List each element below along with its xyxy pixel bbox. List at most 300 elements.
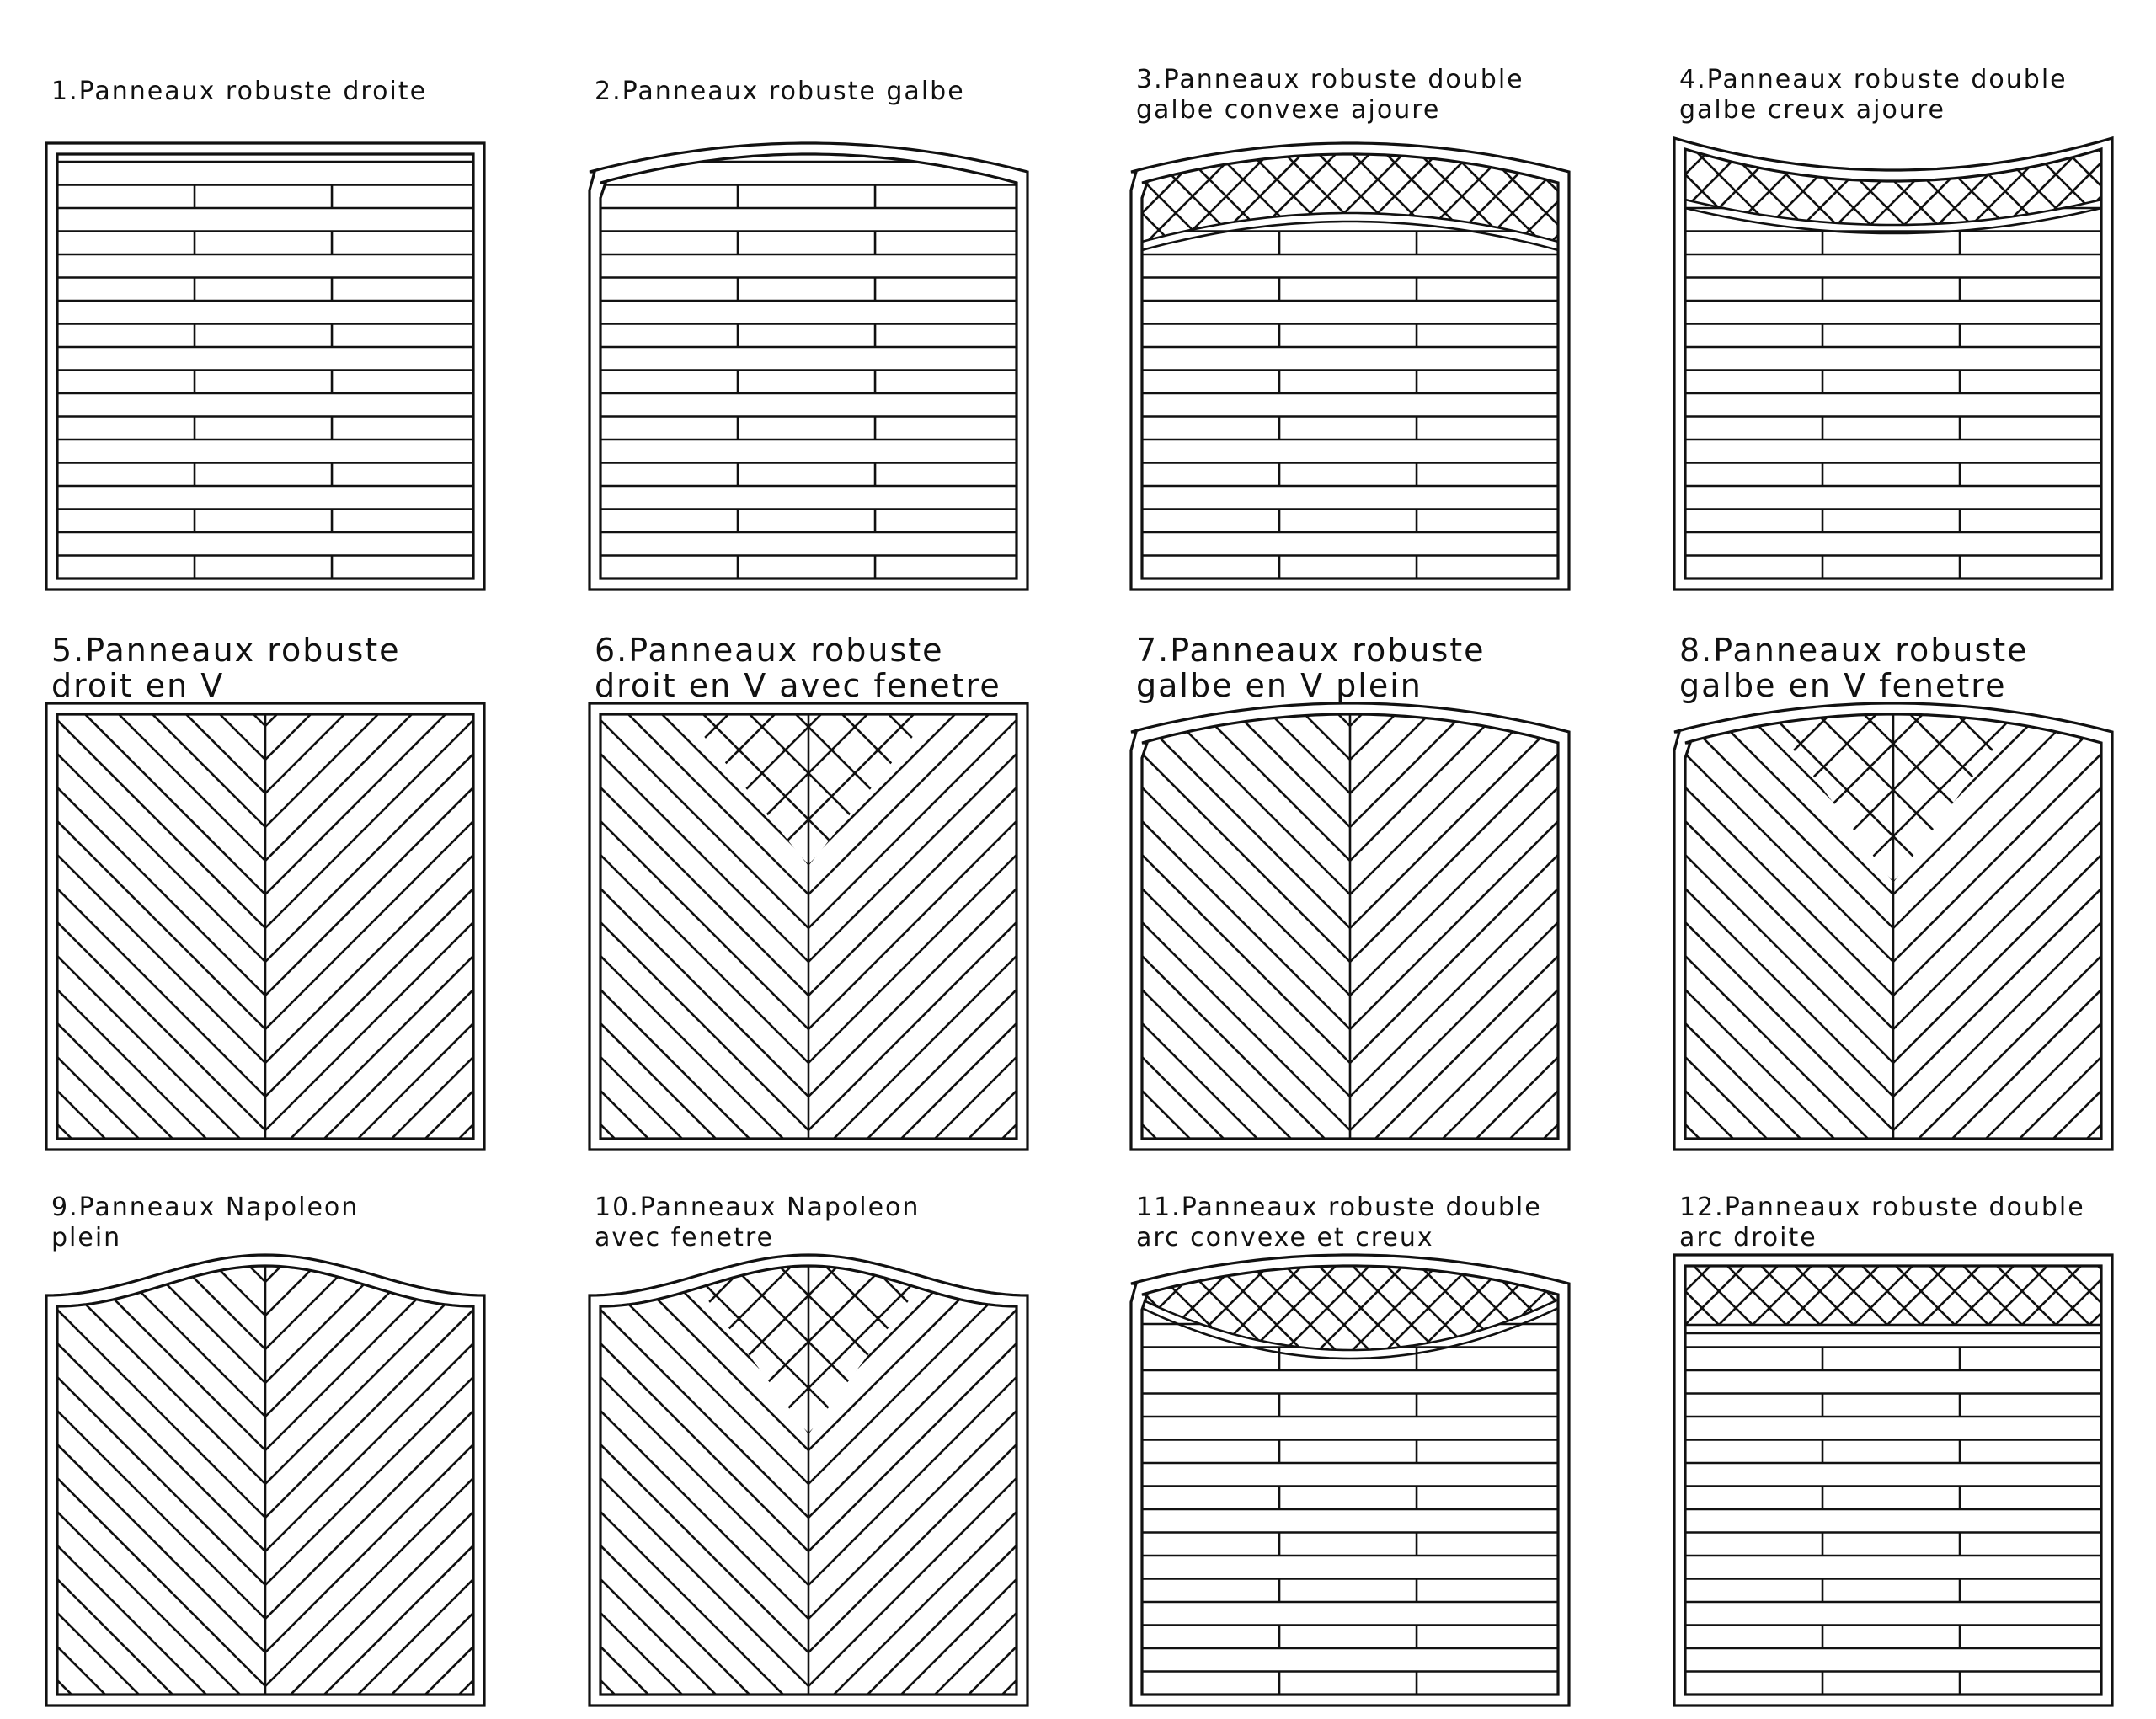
- lattice-bar: [738, 78, 957, 297]
- diagonal-board: [808, 1478, 1033, 1703]
- diagonal-board: [265, 1293, 490, 1518]
- diagonal-board: [1350, 299, 1575, 524]
- diagonal-board: [265, 518, 490, 743]
- diagonal-board: [1668, 265, 1893, 490]
- diagonal-board: [265, 434, 490, 659]
- lattice-bar: [2119, 1190, 2156, 1409]
- diagonal-board: [265, 1647, 490, 1719]
- lattice-bar: [510, 1182, 1015, 1687]
- diagonal-board: [1125, 1545, 1350, 1719]
- lattice-bar: [926, 1182, 1432, 1687]
- lattice-bar: [185, 1182, 691, 1687]
- diagonal-board: [808, 1596, 1033, 1719]
- diagonal-board: [1125, 1343, 1350, 1568]
- diagonal-board: [265, 1209, 490, 1433]
- diagonal-board: [584, 518, 808, 743]
- diagonal-board: [265, 838, 490, 1063]
- diagonal-board: [265, 1141, 490, 1366]
- diagonal-board: [40, 97, 265, 322]
- diagonal-board: [1125, 872, 1350, 1097]
- diagonal-board: [265, 501, 490, 726]
- diagonal-board: [40, 1444, 265, 1669]
- diagonal-board: [1125, 400, 1350, 625]
- lattice-bar: [185, 1182, 691, 1687]
- diagonal-board: [1350, 1545, 1575, 1719]
- diagonal-board: [265, 1461, 490, 1686]
- diagonal-board: [584, 1579, 808, 1719]
- diagonal-board: [1893, 400, 2118, 625]
- diagonal-board: [808, 922, 1033, 1147]
- diagonal-board: [265, 855, 490, 1080]
- diagonal-board: [1893, 838, 2118, 1063]
- diagonal-board: [584, 0, 808, 19]
- lattice-bar: [1965, 630, 2156, 1135]
- panel-caption: 6.Panneaux robuste: [595, 632, 944, 669]
- diagonal-board: [1893, 1512, 2118, 1719]
- lattice-bar: [787, 1182, 1293, 1687]
- diagonal-board: [265, 804, 490, 1029]
- diagonal-board: [1893, 265, 2118, 490]
- diagonal-board: [1893, 1680, 2118, 1719]
- diagonal-board: [808, 1377, 1033, 1602]
- panel-outer-frame: [590, 143, 1027, 590]
- panel-infill: [53, 139, 478, 579]
- diagonal-board: [1125, 0, 1350, 19]
- diagonal-board: [808, 905, 1033, 1130]
- diagonal-board: [265, 569, 490, 793]
- lattice-bar: [2123, 73, 2156, 292]
- diagonal-board: [265, 484, 490, 709]
- diagonal-board: [1350, 1343, 1575, 1568]
- diagonal-board: [1125, 265, 1350, 490]
- diagonal-board: [265, 1057, 490, 1282]
- diagonal-board: [265, 1478, 490, 1703]
- diagonal-board: [584, 29, 808, 254]
- diagonal-board: [265, 1276, 490, 1501]
- diagonal-board: [40, 400, 265, 625]
- diagonal-board: [40, 905, 265, 1130]
- diagonal-board: [1893, 232, 2118, 456]
- panel-caption: 12.Panneaux robuste double: [1679, 1193, 2085, 1222]
- diagonal-board: [584, 1663, 808, 1719]
- diagonal-board: [1893, 872, 2118, 1097]
- diagonal-board: [1125, 1444, 1350, 1669]
- diagonal-board: [265, 889, 490, 1113]
- diagonal-board: [1125, 1714, 1350, 1719]
- lattice-bar: [2153, 78, 2156, 297]
- diagonal-board: [265, 956, 490, 1181]
- panel-inner-frame: [1685, 1266, 2101, 1695]
- lattice-bar: [278, 1182, 783, 1687]
- diagonal-board: [584, 232, 808, 456]
- lattice-bar: [755, 78, 974, 297]
- diagonal-board: [1350, 1680, 1575, 1719]
- lattice-bar: [2140, 1190, 2156, 1409]
- diagonal-board: [584, 1495, 808, 1719]
- diagonal-board: [265, 1495, 490, 1719]
- diagonal-board: [40, 1074, 265, 1299]
- panel-caption: 1.Panneaux robuste droite: [51, 77, 428, 106]
- diagonal-board: [40, 1343, 265, 1568]
- diagonal-board: [40, 366, 265, 591]
- diagonal-board: [40, 147, 265, 372]
- diagonal-board: [1668, 434, 1893, 659]
- diagonal-board: [584, 282, 808, 507]
- diagonal-board: [265, 1327, 490, 1551]
- diagonal-board: [40, 1327, 265, 1551]
- diagonal-board: [1350, 1647, 1575, 1719]
- diagonal-board: [584, 905, 808, 1130]
- diagonal-board: [1125, 366, 1350, 591]
- diagonal-board: [808, 29, 1033, 254]
- diagonal-board: [265, 97, 490, 322]
- diagonal-board: [265, 973, 490, 1198]
- diagonal-board: [265, 1545, 490, 1719]
- diagonal-board: [265, 1428, 490, 1652]
- panel-infill: [1125, 0, 1575, 1719]
- diagonal-board: [40, 804, 265, 1029]
- panel-11: [418, 1182, 2156, 1706]
- diagonal-board: [808, 838, 1033, 1063]
- diagonal-board: [584, 872, 808, 1097]
- diagonal-board: [808, 939, 1033, 1164]
- diagonal-board: [1350, 434, 1575, 659]
- panel-caption-line-2: avec fenetre: [595, 1223, 775, 1252]
- diagonal-board: [265, 333, 490, 558]
- lattice-bar: [1548, 630, 2053, 1135]
- diagonal-board: [265, 1596, 490, 1719]
- diagonal-board: [584, 1444, 808, 1669]
- diagonal-board: [1893, 1714, 2118, 1719]
- diagonal-board: [584, 1714, 808, 1719]
- diagonal-board: [1668, 1343, 1893, 1568]
- lattice-bar: [2106, 73, 2156, 292]
- diagonal-board: [265, 1714, 490, 1719]
- diagonal-board: [40, 0, 265, 19]
- panel-caption-line-2: galbe creux ajoure: [1679, 95, 1945, 125]
- diagonal-board: [1893, 1613, 2118, 1719]
- diagonal-board: [40, 838, 265, 1063]
- diagonal-board: [584, 1697, 808, 1719]
- diagonal-board: [265, 990, 490, 1215]
- diagonal-board: [584, 333, 808, 558]
- diagonal-board: [1668, 1478, 1893, 1703]
- diagonal-board: [265, 1512, 490, 1719]
- diagonal-board: [265, 1192, 490, 1417]
- diagonal-board: [40, 754, 265, 979]
- diagonal-board: [265, 703, 490, 928]
- diagonal-board: [808, 0, 1033, 86]
- diagonal-board: [584, 1529, 808, 1719]
- diagonal-board: [40, 1545, 265, 1719]
- diagonal-board: [808, 1697, 1033, 1719]
- diagonal-board: [265, 215, 490, 440]
- diagonal-board: [265, 1225, 490, 1450]
- lattice-bar: [771, 78, 990, 297]
- diagonal-board: [1125, 973, 1350, 1198]
- diagonal-board: [1125, 1377, 1350, 1602]
- diagonal-board: [584, 1596, 808, 1719]
- diagonal-board: [1668, 1680, 1893, 1719]
- diagonal-board: [265, 1529, 490, 1719]
- diagonal-board: [1125, 434, 1350, 659]
- diagonal-board: [808, 366, 1033, 591]
- diagonal-board: [1893, 1310, 2118, 1535]
- panel-infill: [596, 139, 1021, 579]
- diagonal-board: [584, 1478, 808, 1703]
- diagonal-board: [265, 299, 490, 524]
- diagonal-board: [808, 1360, 1033, 1585]
- diagonal-board: [808, 282, 1033, 507]
- diagonal-board: [265, 636, 490, 861]
- diagonal-board: [1125, 905, 1350, 1130]
- diagonal-board: [1350, 366, 1575, 591]
- diagonal-board: [584, 1360, 808, 1585]
- diagonal-board: [40, 1394, 265, 1619]
- diagonal-board: [265, 821, 490, 1046]
- diagonal-board: [40, 821, 265, 1046]
- diagonal-board: [1125, 771, 1350, 996]
- diagonal-board: [584, 0, 808, 52]
- diagonal-board: [265, 0, 490, 221]
- diagonal-board: [808, 97, 1033, 322]
- panel-2: [590, 77, 1027, 590]
- diagonal-board: [1893, 905, 2118, 1130]
- diagonal-board: [40, 1512, 265, 1719]
- diagonal-board: [40, 1276, 265, 1501]
- lattice-bar: [1826, 630, 2156, 1135]
- panel-caption-line-2: droit en V: [51, 667, 225, 704]
- diagonal-board: [265, 1377, 490, 1602]
- diagonal-board: [584, 147, 808, 372]
- diagonal-board: [40, 787, 265, 1012]
- panel-outer-frame: [46, 143, 484, 590]
- lattice-bar: [1826, 630, 2156, 1135]
- panel-8: [1177, 0, 2156, 1719]
- diagonal-board: [808, 1495, 1033, 1719]
- lattice-bar: [839, 78, 1058, 297]
- diagonal-board: [808, 889, 1033, 1113]
- diagonal-board: [1893, 0, 2118, 19]
- diagonal-board: [40, 686, 265, 911]
- lattice-bar: [940, 1190, 1159, 1409]
- panel-caption-line-2: plein: [51, 1223, 122, 1252]
- panel-caption-line-2: droit en V avec fenetre: [595, 667, 1001, 704]
- lattice-bar: [2106, 1190, 2156, 1409]
- diagonal-board: [808, 872, 1033, 1097]
- diagonal-board: [584, 973, 808, 1198]
- panel-caption: 5.Panneaux robuste: [51, 632, 401, 669]
- lattice-bar: [873, 78, 1091, 297]
- diagonal-board: [1893, 366, 2118, 591]
- diagonal-board: [40, 872, 265, 1097]
- diagonal-board: [1350, 1478, 1575, 1703]
- diagonal-board: [265, 686, 490, 911]
- diagonal-board: [265, 265, 490, 490]
- diagonal-board: [40, 1714, 265, 1719]
- diagonal-board: [40, 922, 265, 1147]
- diagonal-board: [40, 1377, 265, 1602]
- diagonal-board: [40, 1529, 265, 1719]
- diagonal-board: [1668, 872, 1893, 1097]
- diagonal-board: [1125, 1512, 1350, 1719]
- diagonal-board: [40, 316, 265, 541]
- diagonal-board: [265, 131, 490, 355]
- diagonal-board: [265, 737, 490, 962]
- diagonal-board: [265, 1663, 490, 1719]
- diagonal-board: [584, 434, 808, 659]
- lattice-bar: [485, 78, 704, 297]
- diagonal-board: [1350, 737, 1575, 962]
- diagonal-board: [40, 0, 265, 86]
- diagonal-board: [1125, 1647, 1350, 1719]
- diagonal-board: [584, 316, 808, 541]
- diagonal-board: [265, 922, 490, 1147]
- diagonal-board: [1350, 333, 1575, 558]
- diagonal-board: [1668, 232, 1893, 456]
- panel-inner-frame: [57, 154, 473, 579]
- diagonal-board: [1125, 299, 1350, 524]
- diagonal-board: [584, 1411, 808, 1636]
- diagonal-board: [1893, 973, 2118, 1198]
- diagonal-board: [1893, 1444, 2118, 1669]
- diagonal-board: [40, 889, 265, 1113]
- diagonal-board: [40, 939, 265, 1164]
- diagonal-board: [40, 434, 265, 659]
- diagonal-board: [265, 585, 490, 810]
- lattice-bar: [787, 1182, 1293, 1687]
- diagonal-board: [40, 1663, 265, 1719]
- panel-inner-frame: [600, 154, 1017, 579]
- diagonal-board: [40, 1495, 265, 1719]
- diagonal-board: [40, 265, 265, 490]
- diagonal-board: [808, 417, 1033, 642]
- diagonal-board: [1893, 804, 2118, 1029]
- diagonal-board: [40, 1579, 265, 1719]
- diagonal-board: [584, 0, 808, 221]
- diagonal-board: [808, 299, 1033, 524]
- diagonal-board: [1893, 1545, 2118, 1719]
- diagonal-board: [1668, 1377, 1893, 1602]
- panel-caption: 3.Panneaux robuste double: [1136, 65, 1524, 94]
- diagonal-board: [584, 1512, 808, 1719]
- diagonal-board: [1893, 1377, 2118, 1602]
- diagonal-board: [1350, 872, 1575, 1097]
- diagonal-board: [1893, 299, 2118, 524]
- lattice-bar: [926, 1182, 1432, 1687]
- diagonal-board: [1668, 1444, 1893, 1669]
- diagonal-board: [1668, 973, 1893, 1198]
- lattice-bar: [637, 78, 856, 297]
- diagonal-board: [808, 0, 1033, 19]
- diagonal-board: [808, 147, 1033, 372]
- lattice-bar: [654, 78, 873, 297]
- diagonal-board: [1893, 939, 2118, 1164]
- lattice-bar: [510, 1182, 1015, 1687]
- diagonal-board: [1668, 0, 1893, 19]
- diagonal-board: [808, 1040, 1033, 1265]
- diagonal-board: [584, 990, 808, 1215]
- diagonal-board: [808, 215, 1033, 440]
- diagonal-board: [584, 1074, 808, 1299]
- diagonal-board: [265, 316, 490, 541]
- panel-caption: 4.Panneaux robuste double: [1679, 65, 2068, 94]
- diagonal-board: [808, 265, 1033, 490]
- diagonal-board: [584, 1545, 808, 1719]
- diagonal-board: [1668, 1613, 1893, 1719]
- diagonal-board: [265, 905, 490, 1130]
- panel-caption: 11.Panneaux robuste double: [1136, 1193, 1542, 1222]
- diagonal-board: [265, 771, 490, 996]
- diagonal-board: [1350, 1444, 1575, 1669]
- diagonal-board: [584, 922, 808, 1147]
- diagonal-board: [40, 1141, 265, 1366]
- diagonal-board: [808, 434, 1033, 659]
- diagonal-board: [808, 0, 1033, 52]
- diagonal-board: [40, 1428, 265, 1652]
- diagonal-board: [1668, 1512, 1893, 1719]
- diagonal-board: [808, 1057, 1033, 1282]
- lattice-bar: [278, 1182, 783, 1687]
- diagonal-board: [40, 771, 265, 996]
- diagonal-board: [1125, 0, 1350, 52]
- diagonal-board: [808, 1647, 1033, 1719]
- lattice-bar: [940, 78, 1159, 297]
- panel-3: [418, 65, 2156, 590]
- lattice-bar: [721, 78, 940, 297]
- lattice-bar: [1363, 630, 1868, 1135]
- diagonal-board: [1125, 333, 1350, 558]
- lattice-bar: [1363, 630, 1868, 1135]
- diagonal-board: [40, 1411, 265, 1636]
- diagonal-board: [1668, 366, 1893, 591]
- diagonal-board: [1668, 804, 1893, 1029]
- diagonal-board: [1668, 905, 1893, 1130]
- diagonal-board: [40, 282, 265, 507]
- diagonal-board: [1350, 939, 1575, 1164]
- diagonal-board: [808, 1461, 1033, 1686]
- diagonal-board: [1350, 771, 1575, 996]
- diagonal-board: [40, 1360, 265, 1585]
- diagonal-board: [1893, 0, 2118, 52]
- lattice-bar: [856, 78, 1075, 297]
- diagonal-board: [584, 265, 808, 490]
- diagonal-board: [265, 787, 490, 1012]
- diagonal-board: [265, 872, 490, 1097]
- lattice-bar: [822, 78, 1041, 297]
- lattice-bar: [889, 78, 1108, 297]
- panel-caption: 8.Panneaux robuste: [1679, 632, 2029, 669]
- diagonal-board: [40, 1596, 265, 1719]
- panel-1: [46, 77, 484, 590]
- lattice-bar: [880, 1182, 1385, 1687]
- lattice-bar: [519, 78, 738, 297]
- diagonal-board: [265, 417, 490, 642]
- diagonal-board: [1125, 1613, 1350, 1719]
- lattice-window: [1177, 630, 2156, 1135]
- diagonal-board: [1125, 838, 1350, 1063]
- lattice-bar: [602, 1182, 1107, 1687]
- lattice-bar: [805, 78, 1024, 297]
- diagonal-board: [584, 821, 808, 1046]
- diagonal-board: [1350, 838, 1575, 1063]
- lattice-bar: [1687, 630, 2156, 1135]
- panel-caption-line-2: galbe convexe ajoure: [1136, 95, 1441, 125]
- diagonal-board: [1668, 333, 1893, 558]
- diagonal-board: [584, 299, 808, 524]
- diagonal-board: [40, 1293, 265, 1518]
- diagonal-board: [1125, 1680, 1350, 1719]
